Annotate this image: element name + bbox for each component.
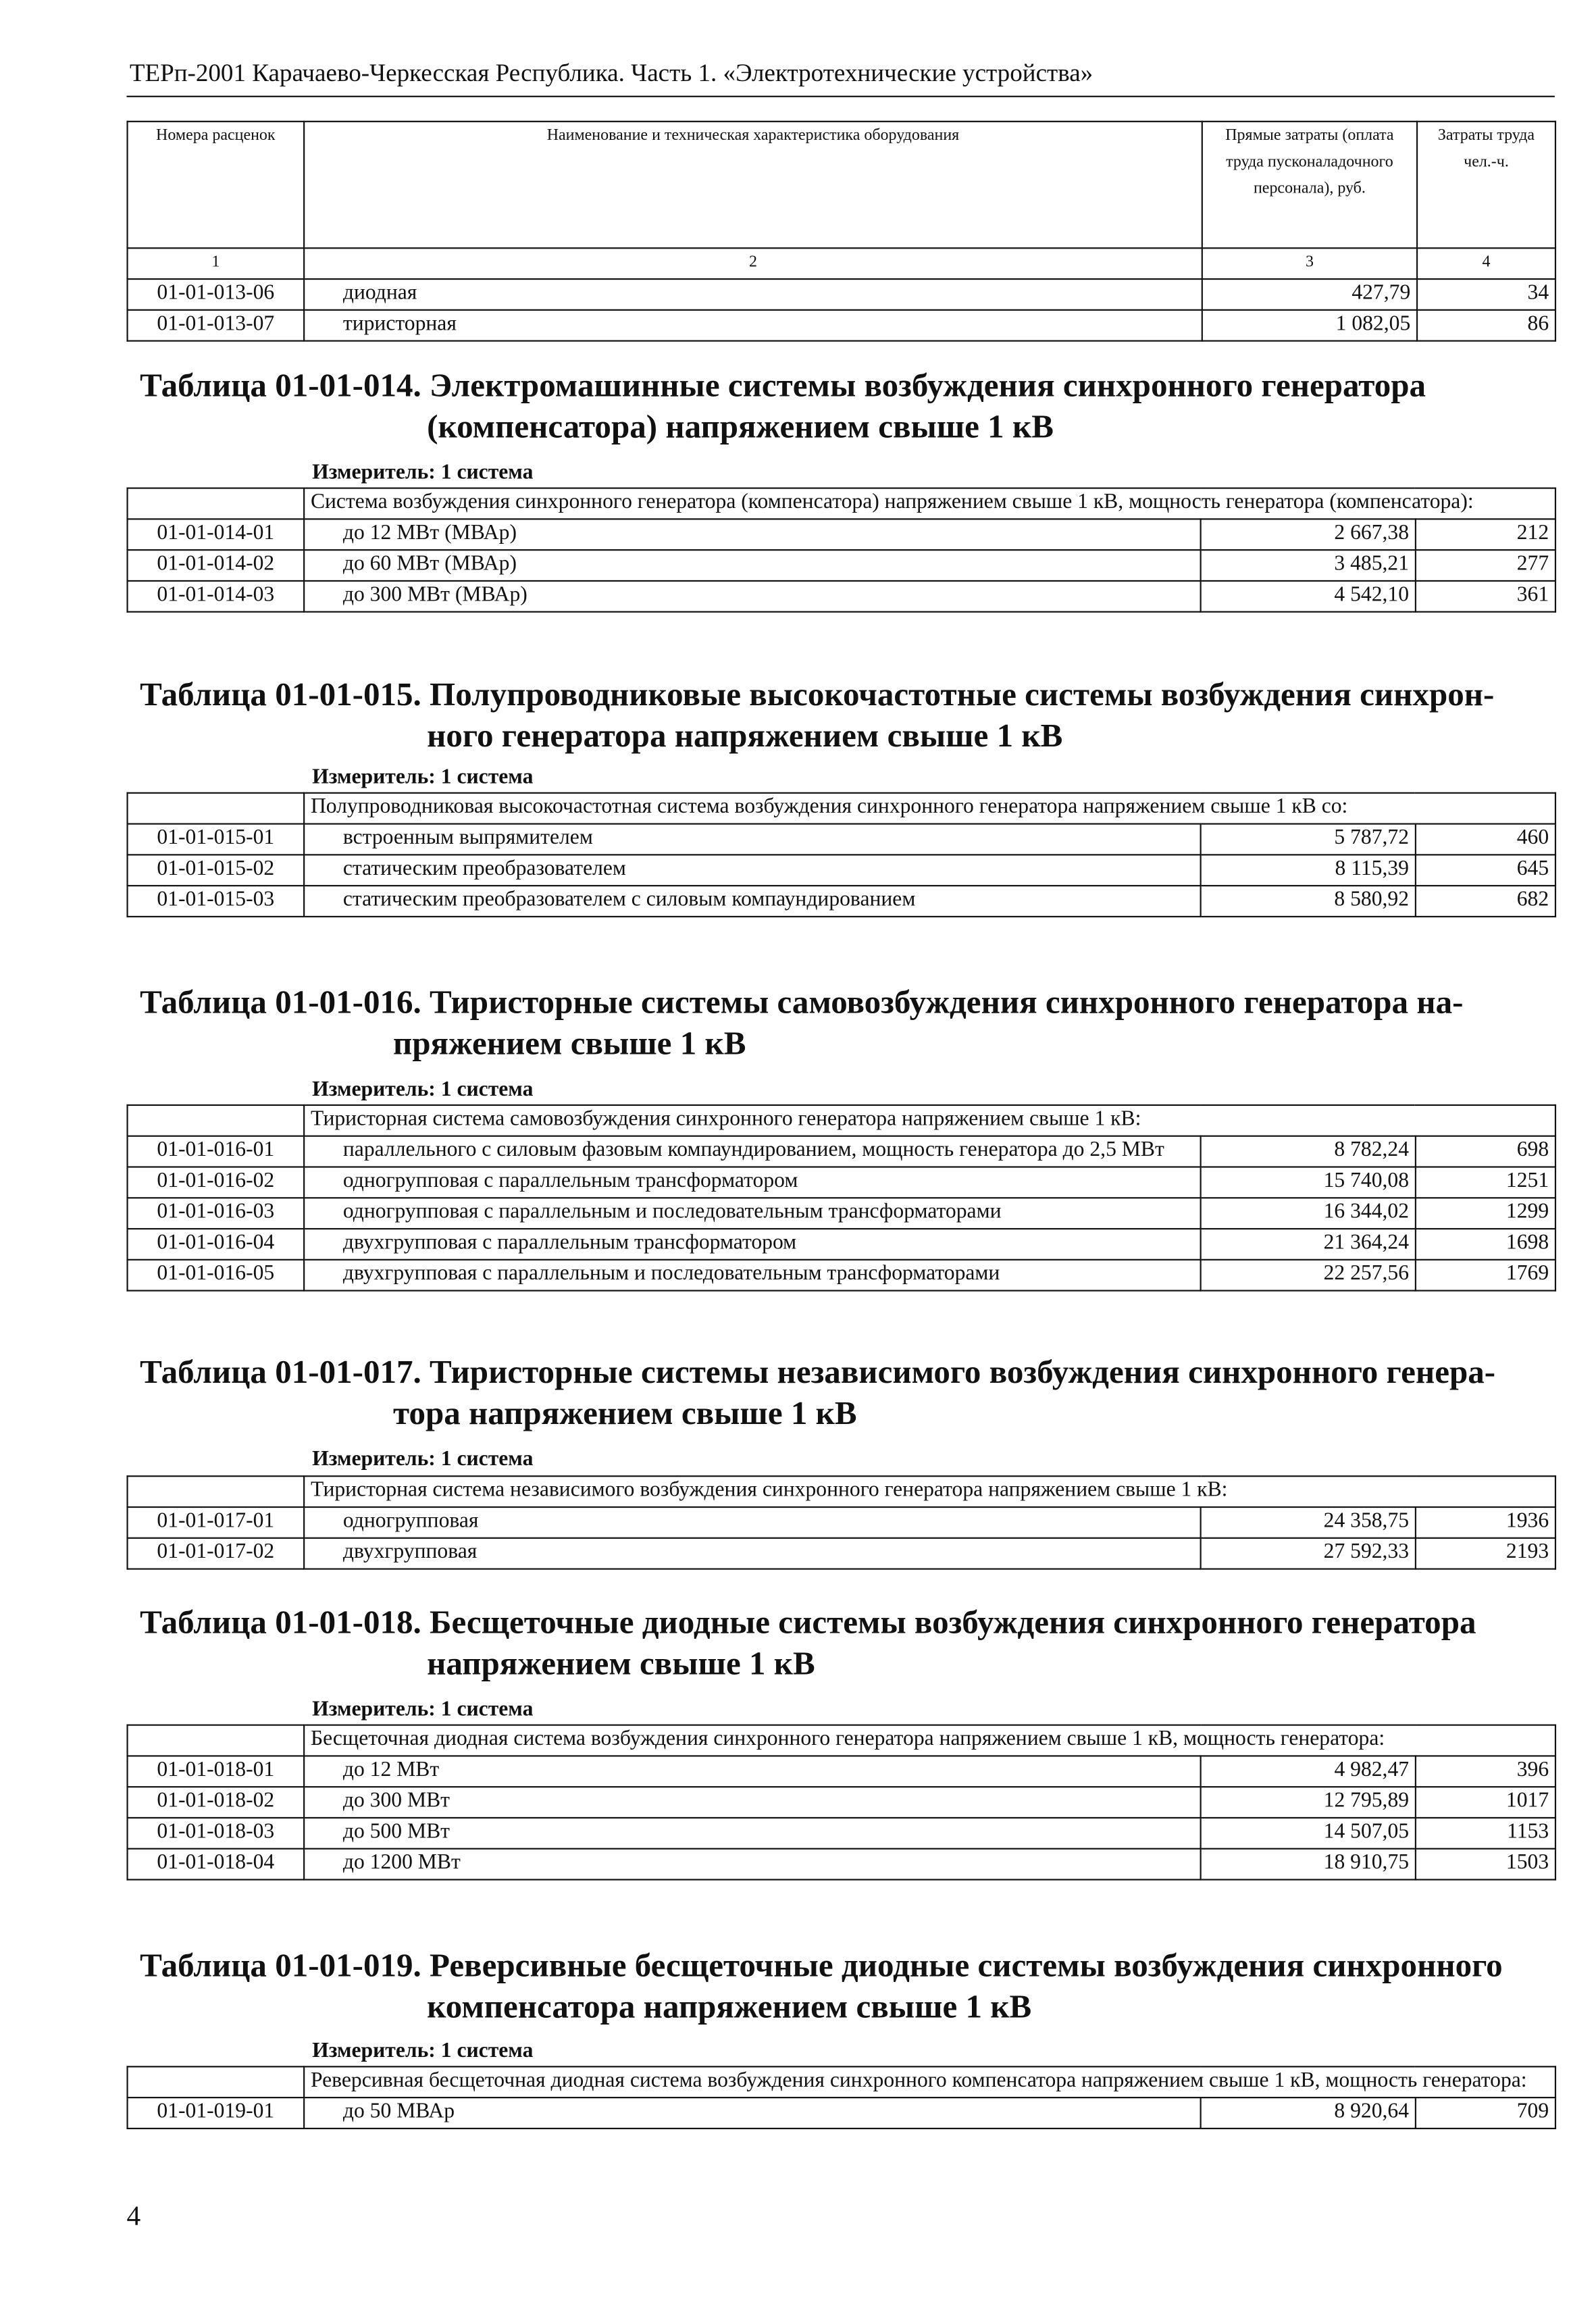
row-hours: 1153 [1416, 1818, 1555, 1849]
row-hours: 396 [1416, 1756, 1555, 1787]
row-hours: 86 [1417, 310, 1555, 341]
row-cost: 27 592,33 [1201, 1538, 1416, 1569]
row-hours: 645 [1416, 855, 1555, 886]
measure-label: Измеритель: 1 система [312, 1447, 534, 1471]
row-cost: 5 787,72 [1201, 824, 1416, 855]
section-title-line2: тора напряжением свыше 1 кВ [393, 1394, 857, 1431]
row-cost: 8 920,64 [1201, 2097, 1416, 2129]
table-row [128, 1756, 1555, 1787]
row-hours: 1698 [1416, 1229, 1555, 1260]
row-code: 01-01-013-07 [128, 310, 305, 341]
table-description: Тиристорная система независимого возбуждения синхронного генератора напряжением свыше 1 кВ: [304, 1476, 1555, 1507]
description-row [128, 1476, 1555, 1507]
section-title-line1: Таблица 01-01-019. Реверсивные бесщеточные диодные системы возбуждения синхронного [140, 1946, 1503, 1984]
section-title-line2: пряжением свыше 1 кВ [393, 1025, 746, 1062]
row-name: до 60 МВт (МВАр) [304, 550, 1200, 581]
table-description: Система возбуждения синхронного генератора (компенсатора) напряжением свыше 1 кВ, мощность генератора (компенсатора): [304, 488, 1555, 519]
row-cost: 24 358,75 [1201, 1507, 1416, 1538]
table-row [128, 279, 1555, 310]
description-row [128, 1725, 1555, 1756]
table-description: Тиристорная система самовозбуждения синхронного генератора напряжением свыше 1 кВ: [304, 1105, 1555, 1136]
row-hours: 277 [1416, 550, 1555, 581]
row-code: 01-01-016-04 [128, 1229, 305, 1260]
table-row [128, 1849, 1555, 1880]
section-title [140, 1352, 1553, 1434]
row-code: 01-01-018-02 [128, 1787, 305, 1818]
description-row [128, 488, 1555, 519]
table-row [128, 1538, 1555, 1569]
row-cost: 4 982,47 [1201, 1756, 1416, 1787]
row-cost: 1 082,05 [1202, 310, 1417, 341]
description-row [128, 1105, 1555, 1136]
row-name: одногрупповая с параллельным и последовательным трансформаторами [304, 1198, 1200, 1229]
row-hours: 709 [1416, 2097, 1555, 2129]
row-code: 01-01-019-01 [128, 2097, 305, 2129]
row-cost: 8 580,92 [1201, 886, 1416, 917]
row-name: до 300 МВт [304, 1787, 1200, 1818]
row-name: статическим преобразователем [304, 855, 1200, 886]
row-cost: 15 740,08 [1201, 1167, 1416, 1198]
row-name: одногрупповая с параллельным трансформатором [304, 1167, 1200, 1198]
row-name: тиристорная [304, 310, 1202, 341]
row-hours: 212 [1416, 519, 1555, 550]
row-code: 01-01-016-02 [128, 1167, 305, 1198]
table-row [128, 310, 1555, 341]
section-title-line1: Таблица 01-01-018. Бесщеточные диодные системы возбуждения синхронного генератора [140, 1603, 1476, 1641]
table-row [128, 886, 1555, 917]
row-code: 01-01-018-03 [128, 1818, 305, 1849]
col-header-name: Наименование и техническая характеристика оборудования [304, 122, 1202, 248]
row-code: 01-01-014-03 [128, 581, 305, 612]
table-row [128, 1167, 1555, 1198]
table-row [128, 1260, 1555, 1291]
row-cost: 8 782,24 [1201, 1136, 1416, 1167]
table-description: Бесщеточная диодная система возбуждения синхронного генератора напряжением свыше 1 кВ, мощность генератора: [304, 1725, 1555, 1756]
measure-label: Измеритель: 1 система [312, 2039, 534, 2063]
page-number: 4 [126, 2201, 141, 2233]
row-name: до 300 МВт (МВАр) [304, 581, 1200, 612]
header-rule [126, 96, 1554, 97]
row-code: 01-01-015-02 [128, 855, 305, 886]
row-cost: 22 257,56 [1201, 1260, 1416, 1291]
row-code: 01-01-013-06 [128, 279, 305, 310]
row-code: 01-01-017-01 [128, 1507, 305, 1538]
rates-table [126, 2066, 1556, 2129]
col-num: 1 [128, 248, 305, 279]
row-code: 01-01-016-01 [128, 1136, 305, 1167]
row-hours: 1251 [1416, 1167, 1555, 1198]
row-hours: 1936 [1416, 1507, 1555, 1538]
row-name: до 1200 МВт [304, 1849, 1200, 1880]
row-hours: 682 [1416, 886, 1555, 917]
section-title-line2: напряжением свыше 1 кВ [427, 1644, 815, 1682]
rates-table [126, 1475, 1556, 1570]
row-name: до 12 МВт [304, 1756, 1200, 1787]
row-name: двухгрупповая [304, 1538, 1200, 1569]
section-title [140, 365, 1553, 448]
rates-table [126, 488, 1556, 613]
row-hours: 2193 [1416, 1538, 1555, 1569]
page-header: ТЕРп-2001 Карачаево-Черкесская Республика. Часть 1. «Электротехнические устройства» [129, 59, 1093, 87]
row-name: диодная [304, 279, 1202, 310]
row-hours: 361 [1416, 581, 1555, 612]
row-name: двухгрупповая с параллельным трансформатором [304, 1229, 1200, 1260]
measure-label: Измеритель: 1 система [312, 765, 534, 790]
row-hours: 698 [1416, 1136, 1555, 1167]
row-name: двухгрупповая с параллельным и последовательным трансформаторами [304, 1260, 1200, 1291]
table-row [128, 1198, 1555, 1229]
section-title-line2: компенсатора напряжением свыше 1 кВ [427, 1987, 1032, 2025]
rates-table [126, 1725, 1556, 1881]
row-name: одногрупповая [304, 1507, 1200, 1538]
row-code: 01-01-016-03 [128, 1198, 305, 1229]
row-cost: 12 795,89 [1201, 1787, 1416, 1818]
table-row [128, 2097, 1555, 2129]
row-hours: 1017 [1416, 1787, 1555, 1818]
table-row [128, 1229, 1555, 1260]
row-name: встроенным выпрямителем [304, 824, 1200, 855]
row-cost: 427,79 [1202, 279, 1417, 310]
table-row [128, 855, 1555, 886]
row-code: 01-01-015-01 [128, 824, 305, 855]
row-hours: 1769 [1416, 1260, 1555, 1291]
table-row [128, 1136, 1555, 1167]
row-cost: 4 542,10 [1201, 581, 1416, 612]
row-name: до 12 МВт (МВАр) [304, 519, 1200, 550]
row-cost: 21 364,24 [1201, 1229, 1416, 1260]
col-num: 4 [1417, 248, 1555, 279]
row-cost: 16 344,02 [1201, 1198, 1416, 1229]
row-name: статическим преобразователем с силовым компаундированием [304, 886, 1200, 917]
measure-label: Измеритель: 1 система [312, 1698, 534, 1722]
section-title-line2: (компенсатора) напряжением свыше 1 кВ [427, 407, 1054, 445]
row-hours: 460 [1416, 824, 1555, 855]
table-row [128, 1818, 1555, 1849]
row-hours: 1299 [1416, 1198, 1555, 1229]
row-code: 01-01-016-05 [128, 1260, 305, 1291]
rates-table [126, 1104, 1556, 1292]
col-header-hours: Затраты труда чел.-ч. [1417, 122, 1555, 248]
row-code: 01-01-018-01 [128, 1756, 305, 1787]
row-name: до 500 МВт [304, 1818, 1200, 1849]
section-title-line1: Таблица 01-01-015. Полупроводниковые высокочастотные системы возбуждения синхрон- [140, 676, 1495, 713]
row-cost: 8 115,39 [1201, 855, 1416, 886]
table-row [128, 581, 1555, 612]
row-hours: 1503 [1416, 1849, 1555, 1880]
section-title [140, 674, 1553, 757]
section-title-line1: Таблица 01-01-017. Тиристорные системы независимого возбуждения синхронного генера- [140, 1353, 1496, 1390]
row-cost: 3 485,21 [1201, 550, 1416, 581]
row-code: 01-01-017-02 [128, 1538, 305, 1569]
row-code: 01-01-018-04 [128, 1849, 305, 1880]
section-title-line1: Таблица 01-01-016. Тиристорные системы самовозбуждения синхронного генератора на- [140, 984, 1464, 1021]
section-title [140, 982, 1553, 1065]
description-row [128, 2066, 1555, 2097]
row-code: 01-01-014-01 [128, 519, 305, 550]
section-title [140, 1602, 1553, 1685]
row-cost: 2 667,38 [1201, 519, 1416, 550]
row-name: до 50 МВАр [304, 2097, 1200, 2129]
table-header [126, 121, 1556, 342]
row-name: параллельного с силовым фазовым компаундированием, мощность генератора до 2,5 МВт [304, 1136, 1200, 1167]
table-row [128, 550, 1555, 581]
row-code: 01-01-014-02 [128, 550, 305, 581]
section-title-line2: ного генератора напряжением свыше 1 кВ [427, 717, 1063, 755]
table-description: Полупроводниковая высокочастотная система возбуждения синхронного генератора напряжением свыше 1 кВ со: [304, 793, 1555, 824]
section-title-line1: Таблица 01-01-014. Электромашинные системы возбуждения синхронного генератора [140, 366, 1426, 404]
col-header-cost: Прямые затраты (оплата труда пусконаладочного персонала), руб. [1202, 122, 1417, 248]
col-header-codes: Номера расценок [128, 122, 305, 248]
measure-label: Измеритель: 1 система [312, 1077, 534, 1102]
section-title [140, 1945, 1553, 2028]
col-num: 2 [304, 248, 1202, 279]
description-row [128, 793, 1555, 824]
rates-table [126, 792, 1556, 917]
table-description: Реверсивная бесщеточная диодная система возбуждения синхронного компенсатора напряжением свыше 1 кВ, мощность генератора: [304, 2066, 1555, 2097]
table-row [128, 1787, 1555, 1818]
col-num: 3 [1202, 248, 1417, 279]
row-cost: 18 910,75 [1201, 1849, 1416, 1880]
row-cost: 14 507,05 [1201, 1818, 1416, 1849]
row-code: 01-01-015-03 [128, 886, 305, 917]
measure-label: Измеритель: 1 система [312, 461, 534, 485]
table-row [128, 519, 1555, 550]
row-hours: 34 [1417, 279, 1555, 310]
table-row [128, 824, 1555, 855]
table-row [128, 1507, 1555, 1538]
